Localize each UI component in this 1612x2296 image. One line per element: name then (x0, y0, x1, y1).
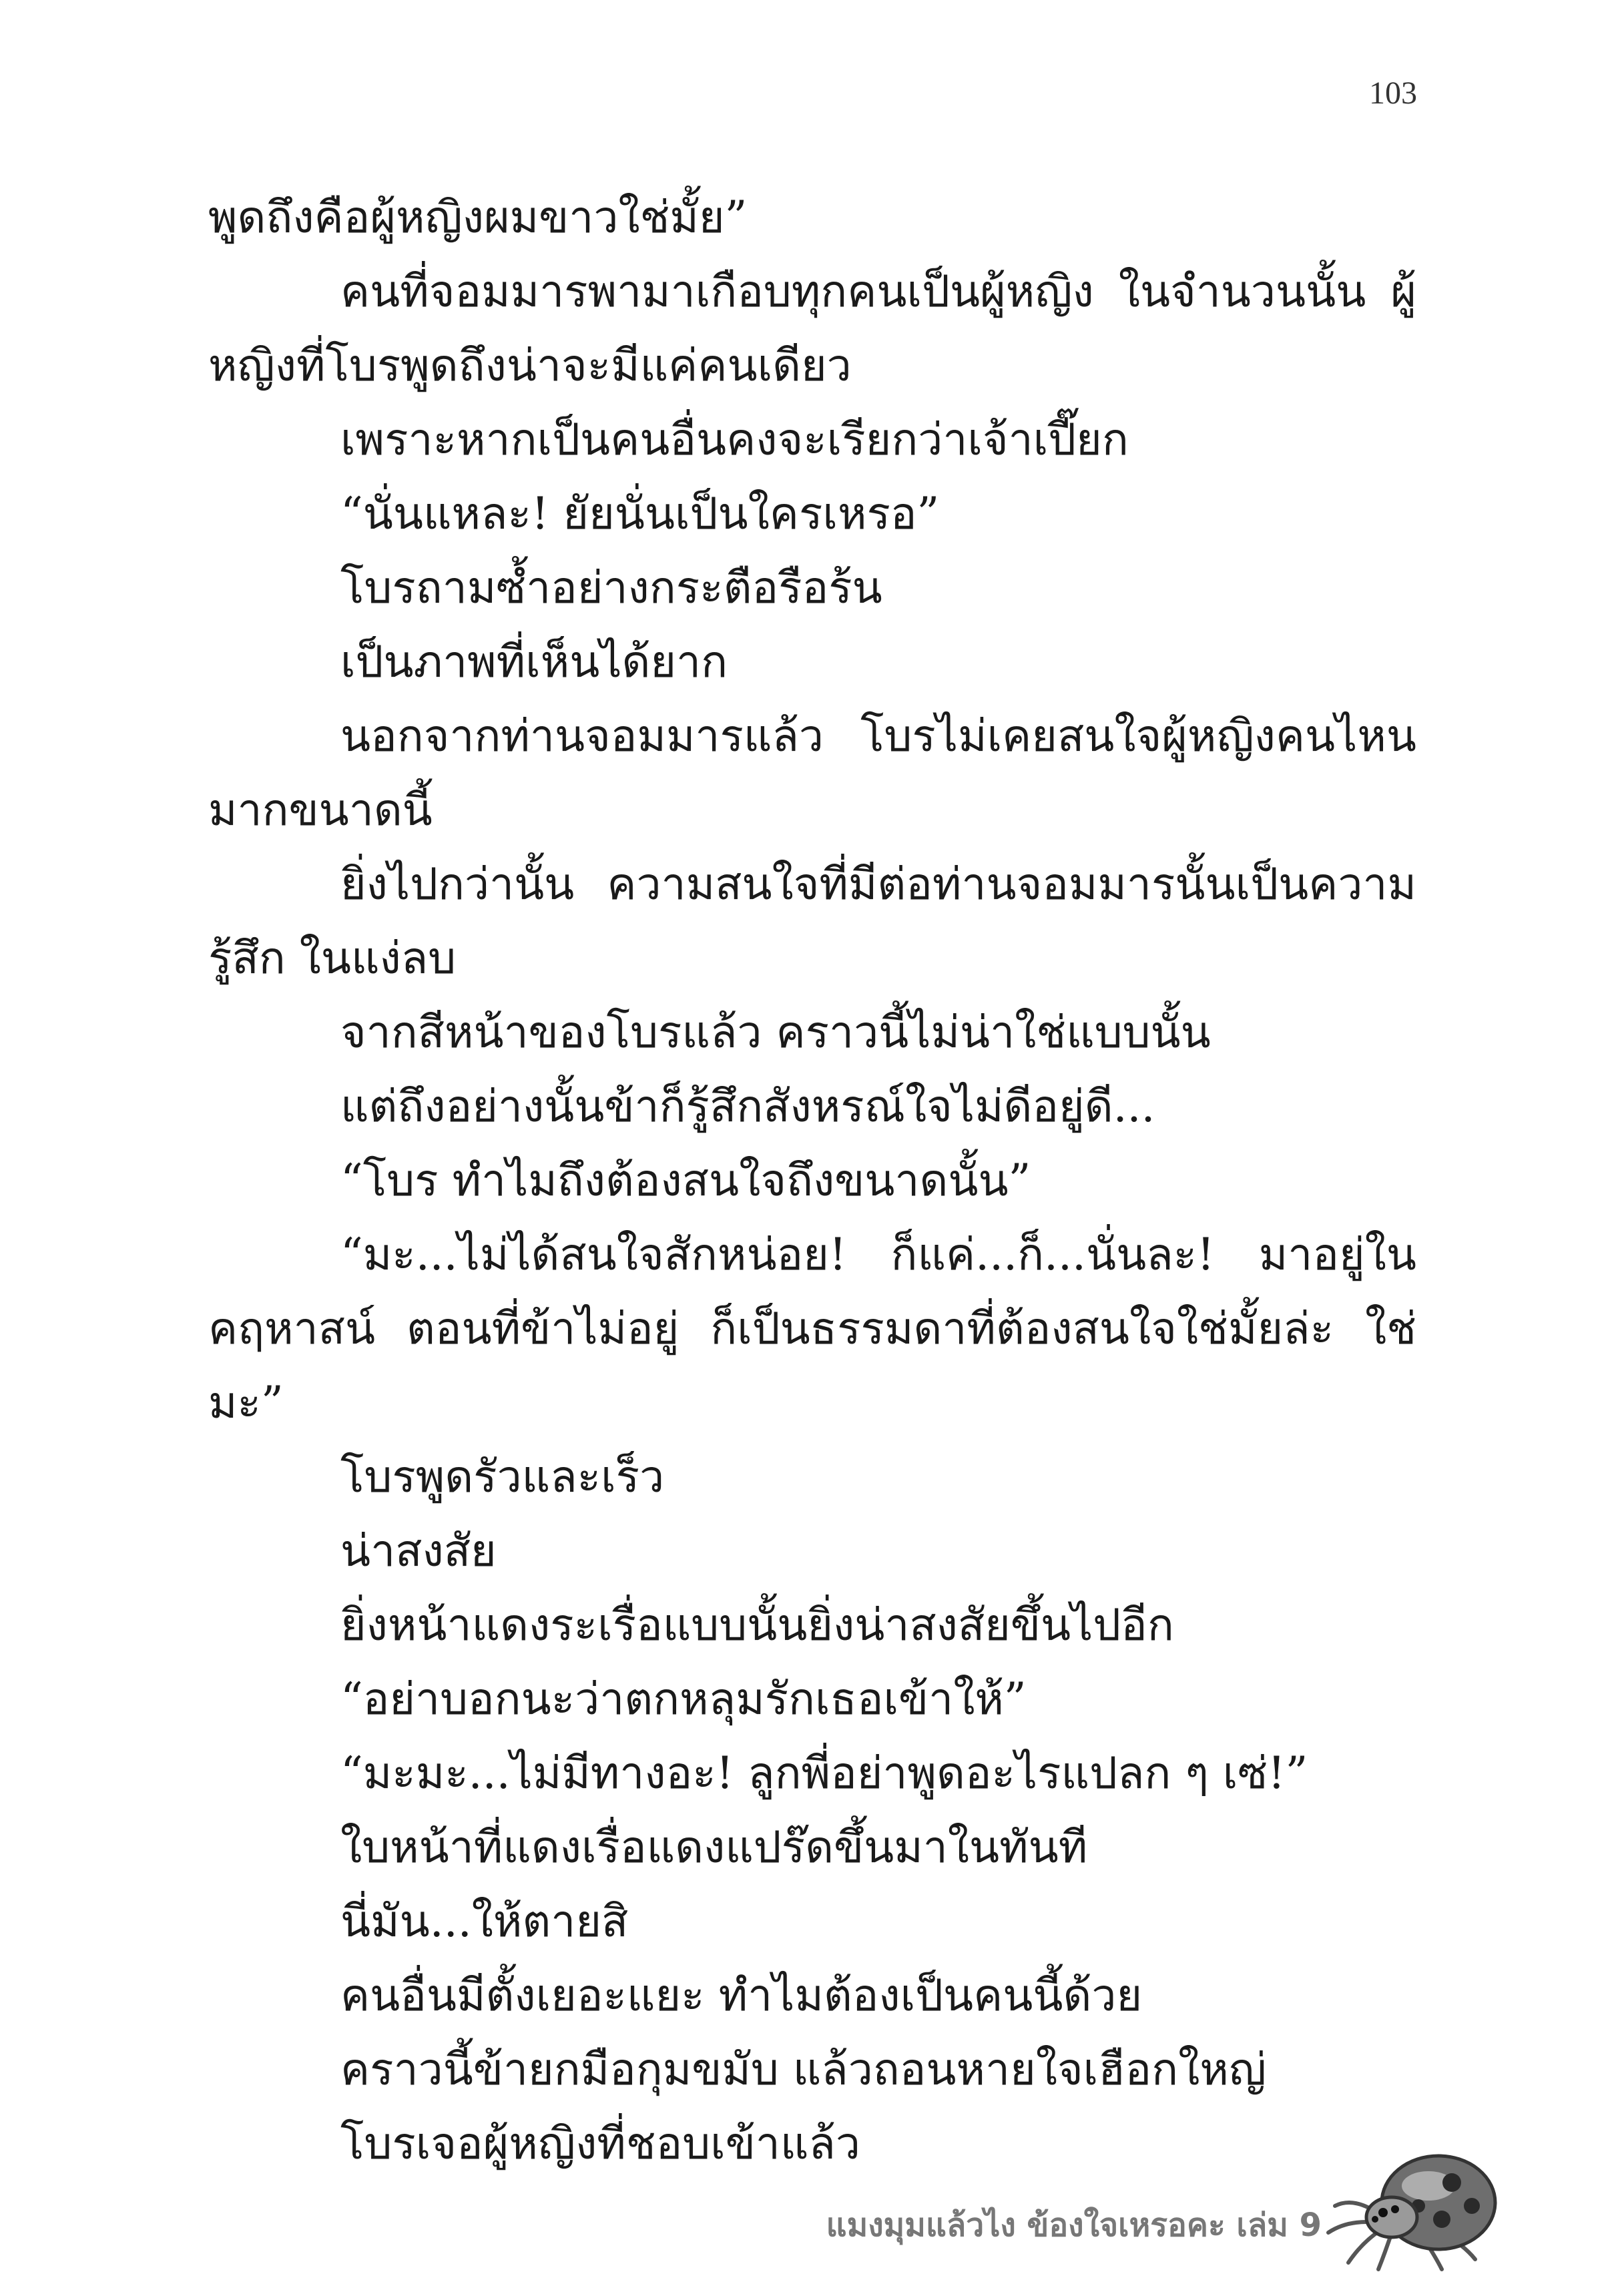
paragraph: คนที่จอมมารพามาเกือบทุกคนเป็นผู้หญิง ในจำนวนนั้น ผู้หญิงที่โบรพูดถึงน่าจะมีแค่คนเดียว (208, 266, 1416, 391)
paragraph: ใบหน้าที่แดงเรื่อแดงแปร๊ดขึ้นมาในทันที (340, 1821, 1088, 1873)
paragraph: น่าสงสัย (340, 1525, 497, 1576)
paragraph: โบรพูดรัวและเร็ว (340, 1451, 665, 1502)
paragraph: นอกจากท่านจอมมารแล้ว โบรไม่เคยสนใจผู้หญิงคนไหน มากขนาดนี้ (208, 710, 1416, 836)
paragraph: พูดถึงคือผู้หญิงผมขาวใช่มั้ย” (208, 192, 748, 243)
paragraph: ยิ่งไปกว่านั้น ความสนใจที่มีต่อท่านจอมมารนั้นเป็นความรู้สึก ในแง่ลบ (208, 858, 1416, 984)
paragraph: นี่มัน...ให้ตายสิ (340, 1896, 629, 1947)
page-number: 103 (1369, 75, 1417, 111)
page-footer (734, 2142, 1522, 2276)
paragraph: “โบร ทำไมถึงต้องสนใจถึงขนาดนั้น” (340, 1155, 1031, 1206)
body-text (208, 180, 1416, 2181)
paragraph: “อย่าบอกนะว่าตกหลุมรักเธอเข้าให้” (340, 1673, 1027, 1725)
paragraph: โบรถามซ้ำอย่างกระตือรือร้น (340, 562, 882, 613)
paragraph: จากสีหน้าของโบรแล้ว คราวนี้ไม่น่าใช่แบบนั้น (340, 1007, 1211, 1058)
paragraph: คราวนี้ข้ายกมือกุมขมับ แล้วถอนหายใจเฮือกใหญ่ (340, 2044, 1267, 2095)
spider-icon (1308, 2142, 1509, 2276)
paragraph: “มะมะ...ไม่มีทางอะ! ลูกพี่อย่าพูดอะไรแปลก ๆ เซ่!” (340, 1747, 1308, 1799)
paragraph: “นั่นแหละ! ยัยนั่นเป็นใครเหรอ” (340, 488, 940, 539)
paragraph: โบรเจอผู้หญิงที่ชอบเข้าแล้ว (340, 2118, 860, 2169)
paragraph: ยิ่งหน้าแดงระเรื่อแบบนั้นยิ่งน่าสงสัยขึ้นไปอีก (340, 1599, 1174, 1651)
paragraph: คนอื่นมีตั้งเยอะแยะ ทำไมต้องเป็นคนนี้ด้วย (340, 1970, 1143, 2021)
paragraph: เพราะหากเป็นคนอื่นคงจะเรียกว่าเจ้าเปี๊ยก (340, 414, 1129, 465)
paragraph: เป็นภาพที่เห็นได้ยาก (340, 636, 728, 687)
paragraph: แต่ถึงอย่างนั้นข้าก็รู้สึกสังหรณ์ใจไม่ดีอยู่ดี... (340, 1081, 1155, 1132)
paragraph: “มะ...ไม่ได้สนใจสักหน่อย! ก็แค่...ก็...นั่นละ! มาอยู่ในคฤหาสน์ ตอนที่ข้าไม่อยู่ ก็เป็นธรรมดาที่ต้องสนใจใช่มั้ยล่ะ ใช่มะ” (208, 1229, 1416, 1428)
book-title: แมงมุมแล้วไง ข้องใจเหรอคะ เล่ม 9 (826, 2207, 1322, 2244)
